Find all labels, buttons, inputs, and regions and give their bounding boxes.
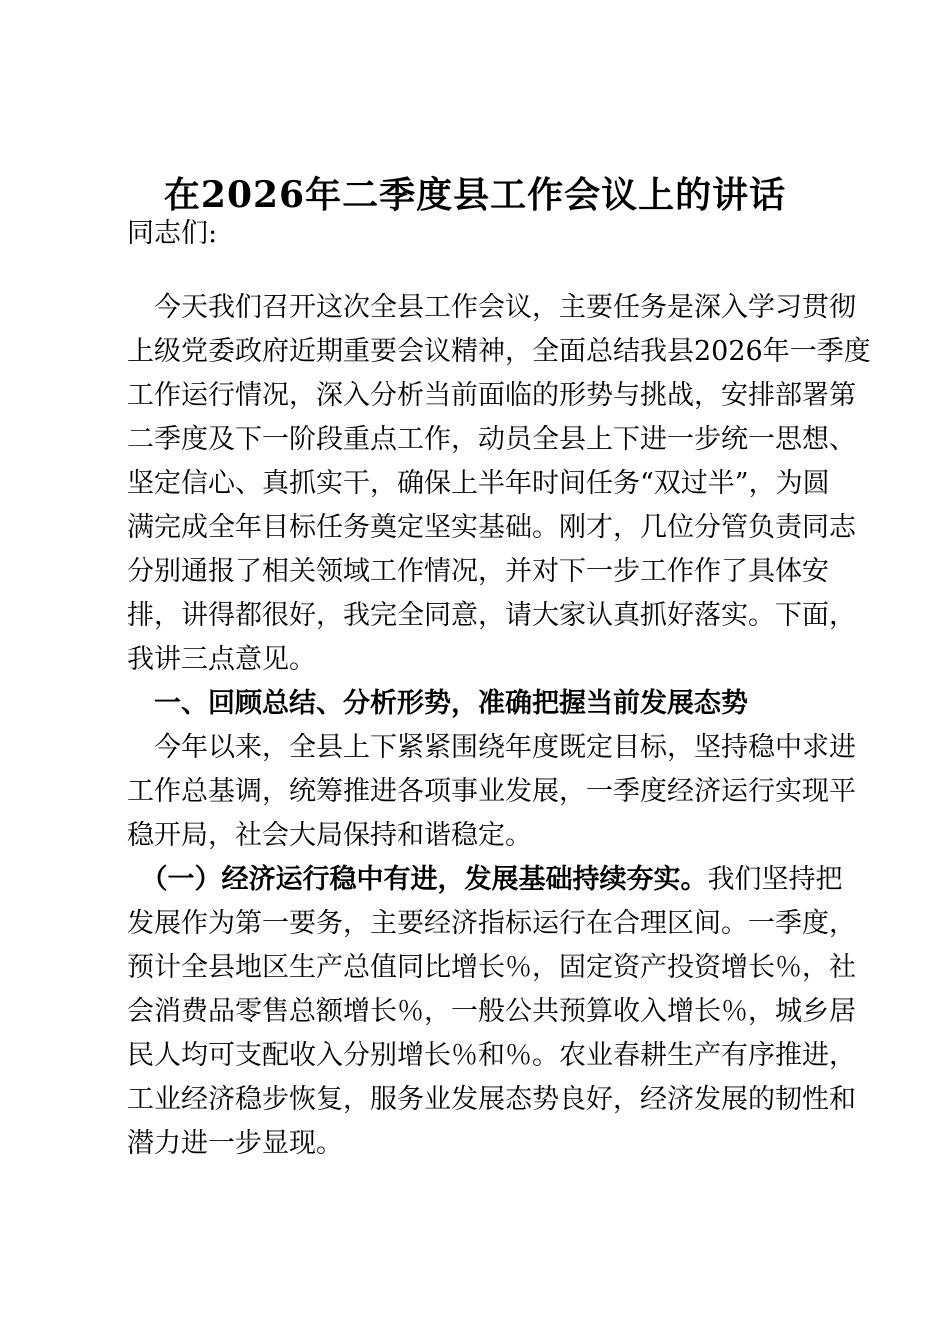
text-line: 坚定信心、真抓实干，确保上半年时间任务“双过半”，为圆: [127, 468, 830, 499]
subsection-1: [127, 858, 856, 1166]
text-line: 稳开局，社会大局保持和谐稳定。: [127, 820, 532, 851]
text-line: 我讲三点意见。: [127, 644, 316, 675]
text-line: 民人均可支配收入分别增长％和％。农业春耕生产有序推进，: [127, 1040, 856, 1071]
text-line: 二季度及下一阶段重点工作，动员全县上下进一步统一思想、: [127, 424, 856, 455]
text-line: 会消费品零售总额增长％，一般公共预算收入增长％，城乡居: [127, 996, 856, 1027]
text-line: 上级党委政府近期重要会议精神，全面总结我县2026年一季度: [127, 336, 871, 367]
text-line: 分别通报了相关领域工作情况，并对下一步工作作了具体安: [127, 556, 829, 587]
subsection-lead: （一）经济运行稳中有进，发展基础持续夯实。: [127, 864, 708, 895]
text-line: 工作总基调，统筹推进各项事业发展，一季度经济运行实现平: [127, 776, 856, 807]
subsection-first-line: [127, 858, 843, 902]
text-line: 满完成全年目标任务奠定坚实基础。刚才，几位分管负责同志: [127, 512, 856, 543]
intro-paragraph: [127, 286, 871, 682]
text-line: 工作运行情况，深入分析当前面临的形势与挑战，安排部署第: [127, 380, 856, 411]
text-line: 预计全县地区生产总值同比增长％，固定资产投资增长％，社: [127, 952, 856, 983]
text-line: 今天我们召开这次全县工作会议，主要任务是深入学习贯彻: [127, 292, 856, 323]
section-heading: 一、回顾总结、分析形势，准确把握当前发展态势: [127, 688, 748, 719]
salutation: 同志们:: [127, 218, 218, 249]
subsection-lead-rest: 我们坚持把: [707, 864, 843, 895]
document-title: 在2026年二季度县工作会议上的讲话: [163, 174, 787, 216]
text-line: 发展作为第一要务，主要经济指标运行在合理区间。一季度，: [127, 908, 856, 939]
text-line: 潜力进一步显现。: [127, 1128, 343, 1159]
text-line: 排，讲得都很好，我完全同意，请大家认真抓好落实。下面，: [127, 600, 856, 631]
document-body: [127, 286, 871, 1166]
text-line: 工业经济稳步恢复，服务业发展态势良好，经济发展的韧性和: [127, 1084, 856, 1115]
section-1: [127, 682, 856, 858]
text-line: 今年以来，全县上下紧紧围绕年度既定目标，坚持稳中求进: [127, 732, 856, 763]
